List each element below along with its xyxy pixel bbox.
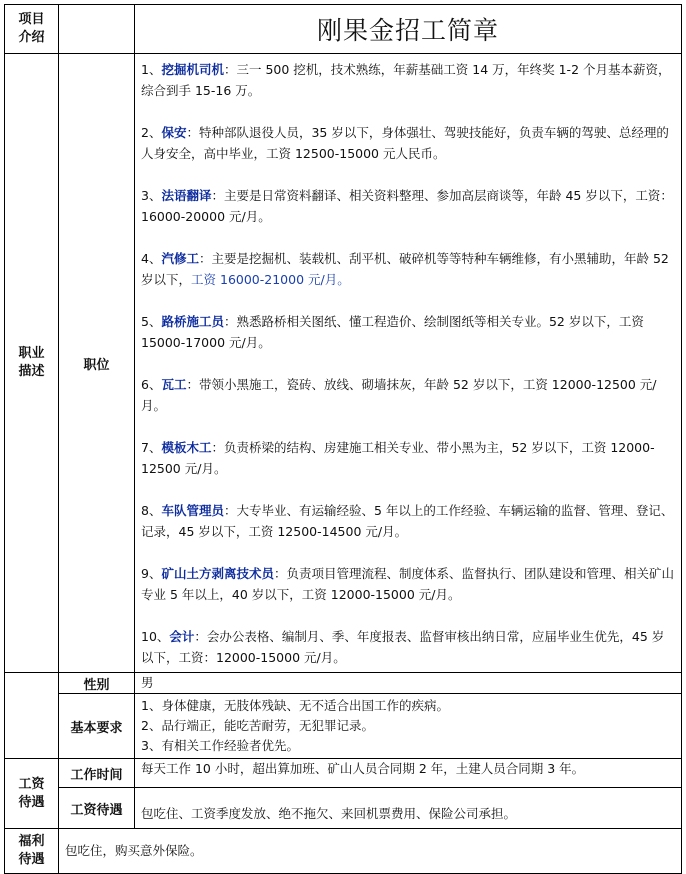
job-description: ：大专毕业、有运输经验、5 年以上的工作经验、车辆运输的监督、管理、登记、记录，45 岁以下，工资 12500-14500 元/月。	[141, 503, 674, 539]
job-title: 路桥施工员	[161, 314, 224, 329]
requirement-item: 1、身体健康，无肢体残缺、无不适合出国工作的疾病。	[141, 698, 449, 713]
job-item	[141, 59, 675, 101]
item-intro-text: 项目 介绍	[18, 12, 45, 45]
job-number: 6、	[141, 377, 162, 392]
job-description-label: 职业 描述	[5, 54, 59, 673]
job-number: 7、	[141, 440, 162, 455]
job-description: ：特种部队退役人员，35 岁以下，身体强壮、驾驶技能好，负责车辆的驾驶、总经理的人身安全，高中毕业，工资 12500-15000 元人民币。	[141, 125, 669, 161]
benefits-label: 福利 待遇	[5, 829, 59, 874]
job-number: 1、	[141, 62, 162, 77]
job-description: ：负责项目管理流程、制度体系、监督执行、团队建设和管理、相关矿山专业 5 年以上，40 岁以下，工资 12000-15000 元/月。	[141, 566, 674, 602]
job-title: 矿山土方剥离技术员	[161, 566, 274, 581]
job-description: ：带领小黑施工，瓷砖、放线、砌墙抹灰，年龄 52 岁以下，工资 12000-12500 元/月。	[141, 377, 657, 413]
job-number: 9、	[141, 566, 162, 581]
job-title: 瓦工	[161, 377, 187, 392]
requirement-item: 2、品行端正，能吃苦耐劳，无犯罪记录。	[141, 718, 374, 733]
job-item	[141, 185, 675, 227]
job-description: ：三一 500 挖机，技术熟练，年薪基础工资 14 万，年终奖 1-2 个月基本薪资，综合到手 15-16 万。	[141, 62, 671, 98]
job-number: 4、	[141, 251, 162, 266]
job-title: 挖掘机司机	[161, 62, 224, 77]
job-item	[141, 122, 675, 164]
job-salary-highlight: 工资 16000-21000 元/月。	[191, 272, 350, 287]
salary-section-label: 工资 待遇	[5, 759, 59, 829]
requirement-item: 3、有相关工作经验者优先。	[141, 738, 299, 753]
job-title: 模板木工	[161, 440, 212, 455]
page-title: 刚果金招工简章	[135, 5, 682, 54]
job-description: ：主要是挖掘机、装载机、刮平机、破碎机等等特种车辆维修，有小黑辅助，年龄 52 岁以下，	[141, 251, 669, 287]
job-description: ：主要是日常资料翻译、相关资料整理、参加高层商谈等，年龄 45 岁以下，工资：16000-20000 元/月。	[141, 188, 673, 224]
blank-header-cell	[59, 5, 135, 54]
gender-value: 男	[135, 673, 682, 694]
job-item	[141, 626, 675, 668]
basic-requirements-label: 基本要求	[59, 694, 135, 759]
job-title: 车队管理员	[161, 503, 224, 518]
job-title: 会计	[169, 629, 195, 644]
job-description: ：负责桥梁的结构、房建施工相关专业、带小黑为主，52 岁以下，工资 12000-12500 元/月。	[141, 440, 655, 476]
item-intro-label	[5, 5, 59, 54]
job-number: 10、	[141, 629, 170, 644]
requirements-section-cell	[5, 673, 59, 759]
recruitment-table	[4, 4, 682, 874]
job-description: ：会办公表格、编制月、季、年度报表、监督审核出纳日常，应届毕业生优先，45 岁以下，工资：12000-15000 元/月。	[141, 629, 665, 665]
job-item	[141, 374, 675, 416]
basic-requirements-list	[135, 694, 682, 759]
work-time-label: 工作时间	[59, 759, 135, 788]
benefits-value: 包吃住，购买意外保险。	[59, 829, 682, 874]
job-number: 2、	[141, 125, 162, 140]
position-label: 职位	[59, 54, 135, 673]
pay-label: 工资待遇	[59, 788, 135, 829]
job-item	[141, 311, 675, 353]
job-title: 汽修工	[161, 251, 199, 266]
job-description: ：熟悉路桥相关图纸、懂工程造价、绘制图纸等相关专业。52 岁以下，工资 15000-17000 元/月。	[141, 314, 644, 350]
job-list	[135, 54, 682, 673]
job-item	[141, 500, 675, 542]
gender-label: 性别	[59, 673, 135, 694]
job-number: 5、	[141, 314, 162, 329]
job-item	[141, 437, 675, 479]
job-number: 8、	[141, 503, 162, 518]
job-title: 保安	[161, 125, 187, 140]
job-title: 法语翻译	[161, 188, 212, 203]
job-item	[141, 248, 675, 290]
work-time-value: 每天工作 10 小时，超出算加班、矿山人员合同期 2 年，土建人员合同期 3 年。	[135, 759, 682, 788]
pay-value: 包吃住、工资季度发放、绝不拖欠、来回机票费用、保险公司承担。	[135, 788, 682, 829]
job-number: 3、	[141, 188, 162, 203]
job-item	[141, 563, 675, 605]
